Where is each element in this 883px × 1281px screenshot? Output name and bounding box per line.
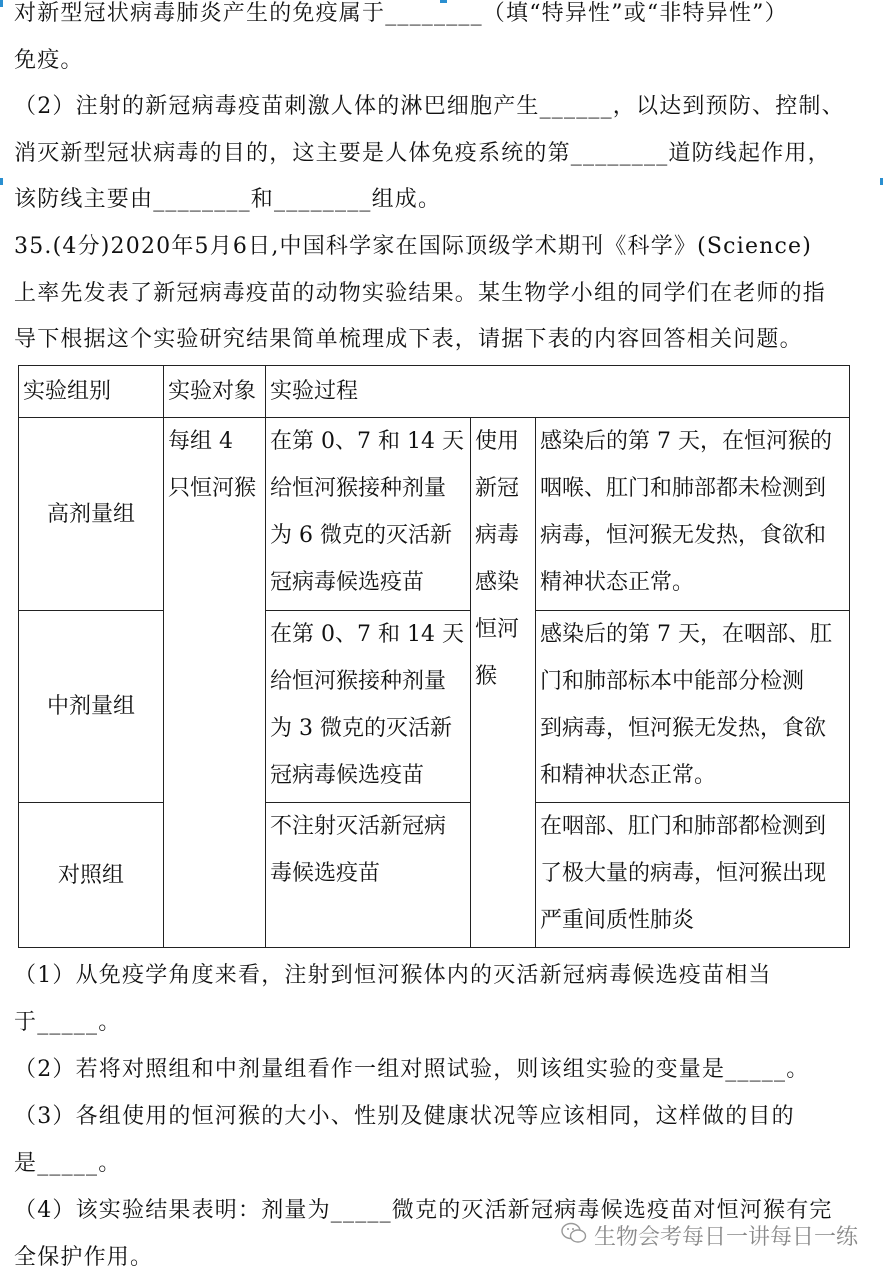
edge-marker <box>0 178 3 185</box>
cell-line: 严重间质性肺炎 <box>540 908 695 933</box>
header-process: 实验过程 <box>266 366 850 418</box>
edge-marker <box>0 0 3 7</box>
cell-line: 为 6 微克的灭活新 <box>270 523 452 548</box>
cell-line: 精神状态正常。 <box>540 570 695 595</box>
table-row <box>19 803 850 948</box>
cell-line: 了极大量的病毒，恒河猴出现 <box>540 861 827 886</box>
watermark <box>560 1220 858 1251</box>
text-line: 免疫。 <box>14 47 84 73</box>
process-cell <box>266 418 471 611</box>
cell-line: 给恒河猴接种剂量 <box>270 476 447 501</box>
subject-cell <box>164 418 266 948</box>
text-line: 该防线主要由________和________组成。 <box>14 187 442 213</box>
experiment-table <box>18 365 850 948</box>
text-line: 消灭新型冠状病毒的目的，这主要是人体免疫系统的第________道防线起作用， <box>14 140 831 166</box>
text-line: （2）注射的新冠病毒疫苗刺激人体的淋巴细胞产生______，以达到预防、控制、 <box>14 94 845 120</box>
cell-line: 新冠 <box>475 476 520 501</box>
cell-line: 感染后的第 7 天，在咽部、肛 <box>540 622 832 647</box>
group-cell: 对照组 <box>19 803 164 948</box>
result-cell <box>536 803 850 948</box>
cell-line: 冠病毒候选疫苗 <box>270 763 425 788</box>
cell-line: 咽喉、肛门和肺部都未检测到 <box>540 476 827 501</box>
cell-line: 门和肺部标本中能部分检测 <box>540 669 805 694</box>
group-cell: 中剂量组 <box>19 611 164 803</box>
cell-line: 病毒，恒河猴无发热，食欲和 <box>540 523 827 548</box>
cell-line: 为 3 微克的灭活新 <box>270 716 452 741</box>
text-line: （3）各组使用的恒河猴的大小、性别及健康状况等应该相同，这样做的目的 <box>14 1104 795 1129</box>
cell-line: 在第 0、7 和 14 天 <box>270 429 464 454</box>
text-line: 导下根据这个实验研究结果简单梳理成下表，请据下表的内容回答相关问题。 <box>14 327 803 353</box>
cell-line: 毒候选疫苗 <box>270 861 381 886</box>
text-line: 上率先发表了新冠病毒疫苗的动物实验结果。某生物学小组的同学们在老师的指 <box>14 280 827 306</box>
cell-line: 冠病毒候选疫苗 <box>270 570 425 595</box>
cell-line: 不注射灭活新冠病 <box>270 814 447 839</box>
cell-line: 只恒河猴 <box>168 476 257 501</box>
cell-line: 使用 <box>475 429 520 454</box>
table-row <box>19 611 850 803</box>
text-line: （4）该实验结果表明：剂量为_____微克的灭活新冠病毒候选疫苗对恒河猴有完 <box>14 1198 833 1223</box>
cell-line: 恒河 <box>475 617 520 642</box>
cell-line: 和精神状态正常。 <box>540 763 717 788</box>
result-cell <box>536 418 850 611</box>
table-header-row <box>19 366 850 418</box>
text-line: 对新型冠状病毒肺炎产生的免疫属于________（填“特异性”或“非特异性”） <box>14 1 788 26</box>
cell-line: 在第 0、7 和 14 天 <box>270 622 464 647</box>
cell-line: 感染 <box>475 570 520 595</box>
wechat-icon <box>560 1221 588 1251</box>
text-line: 全保护作用。 <box>14 1245 154 1270</box>
table-row <box>19 418 850 611</box>
question-intro <box>14 0 883 364</box>
infection-cell <box>471 418 536 948</box>
cell-line: 每组 4 <box>168 429 233 454</box>
text-line: （2）若将对照组和中剂量组看作一组对照试验，则该组实验的变量是_____。 <box>14 1057 810 1082</box>
text-line: 于_____。 <box>14 1010 122 1035</box>
result-cell <box>536 611 850 803</box>
text-line: 是_____。 <box>14 1151 122 1176</box>
group-cell: 高剂量组 <box>19 418 164 611</box>
cell-line: 到病毒，恒河猴无发热，食欲 <box>540 716 827 741</box>
cell-line: 给恒河猴接种剂量 <box>270 669 447 694</box>
watermark-text: 生物会考每日一讲每日一练 <box>594 1225 859 1250</box>
text-line: 35.(4分)2020年5月6日,中国科学家在国际顶级学术期刊《科学》(Science) <box>14 233 813 259</box>
cell-line: 猴 <box>475 664 498 689</box>
cell-line: 感染后的第 7 天，在恒河猴的 <box>540 429 832 454</box>
process-cell <box>266 611 471 803</box>
process-cell <box>266 803 471 948</box>
header-group: 实验组别 <box>19 366 164 418</box>
header-subject: 实验对象 <box>164 366 266 418</box>
cell-line: 在咽部、肛门和肺部都检测到 <box>540 814 827 839</box>
cell-line: 病毒 <box>475 523 520 548</box>
text-line: （1）从免疫学角度来看，注射到恒河猴体内的灭活新冠病毒候选疫苗相当 <box>14 963 772 988</box>
